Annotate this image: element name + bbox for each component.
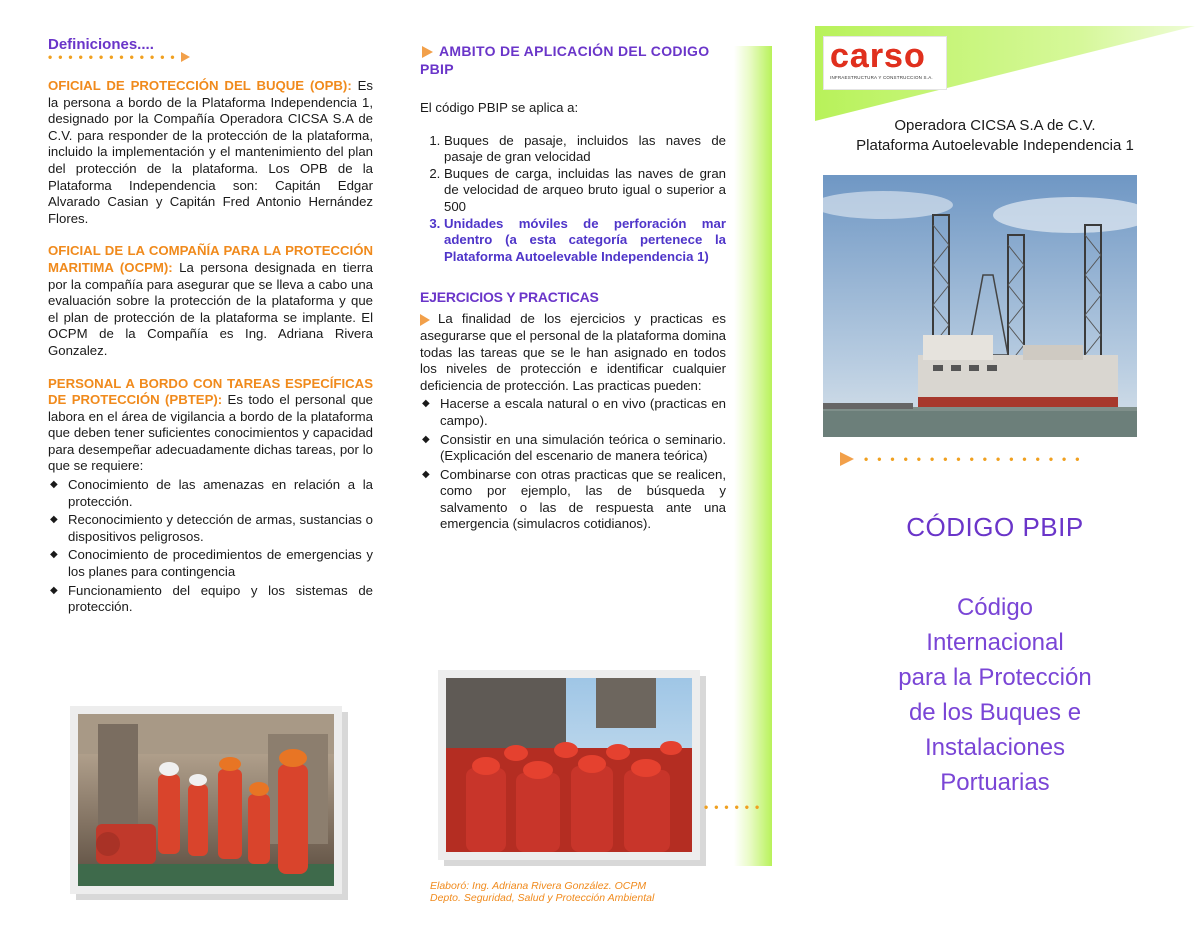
ocpm-paragraph xyxy=(48,243,373,359)
ambito-intro: El código PBIP se aplica a: xyxy=(420,100,579,115)
diamond-bullet-icon: ◆ xyxy=(422,468,430,480)
main-title: CÓDIGO PBIP xyxy=(906,512,1084,542)
diamond-bullet-icon: ◆ xyxy=(50,584,58,596)
subtitle-line: Internacional xyxy=(926,629,1064,656)
opb-paragraph xyxy=(48,78,373,227)
company-block xyxy=(815,116,1175,156)
definitions-heading xyxy=(48,36,373,64)
ocpm-lead: OFICIAL DE LA COMPAÑÍA PARA LA PROTECCIÓN MARITIMA (OCPM): xyxy=(48,243,373,275)
list-item: ◆ Consistir en una simulación teórica o seminario. (Explicación del escenario de manera teórica) xyxy=(422,431,726,464)
subtitle-line: de los Buques e xyxy=(908,699,1082,726)
connector-dots: •••••• xyxy=(704,800,766,814)
carso-logo xyxy=(823,36,947,90)
engine-room-photo xyxy=(78,714,334,886)
credit-line-1: Elaboró: Ing. Adriana Rivera González. OCPM xyxy=(430,880,647,892)
definitions-dots: ••••••••••••• xyxy=(48,48,190,66)
subtitle-line: Portuarias xyxy=(940,769,1050,796)
diamond-bullet-icon: ◆ xyxy=(422,398,430,410)
diamond-bullet-icon: ◆ xyxy=(50,479,58,491)
opb-lead: OFICIAL DE PROTECCIÓN DEL BUQUE (OPB): xyxy=(48,78,352,93)
platform-photo xyxy=(823,175,1137,437)
ambito-heading xyxy=(420,42,726,78)
list-item: ◆ Conocimiento de procedimientos de emergencias y los planes para contingencia xyxy=(50,547,373,580)
engine-room-photo-frame xyxy=(70,706,342,894)
credit-block xyxy=(430,880,730,904)
lime-divider-bar xyxy=(734,46,772,866)
pbtep-lead: PERSONAL A BORDO CON TAREAS ESPECÍFICAS DE PROTECCIÓN (PBTEP): xyxy=(48,375,373,408)
list-item: ◆ Hacerse a escala natural o en vivo (practicas en campo). xyxy=(422,396,726,428)
platform-name: Plataforma Autoelevable Independencia 1 xyxy=(856,137,1134,154)
triangle-icon xyxy=(840,452,854,466)
pbtep-text: Es todo el personal que labora en el área de vigilancia a bordo de la plataforma que deben tener suficientes conocimientos y capacidad para desempeñar adecuadamente dichas tareas, por lo que se requiere: xyxy=(48,392,373,474)
crew-photo xyxy=(446,678,692,852)
ambito-list xyxy=(420,133,726,266)
list-item: 1. Buques de pasaje, incluidos las naves de pasaje de gran velocidad xyxy=(444,133,726,166)
subtitle-line: para la Protección xyxy=(898,664,1092,691)
triangle-icon xyxy=(181,52,190,62)
opb-text: Es la persona a bordo de la Plataforma Independencia 1, designado por la Compañía Operadora CICSA S.A de C.V. para responder de la protección de la plataforma, incluido la implementación y el mantenimiento del plan del protección de la plataforma. Los OPB de la Plataforma Independencia son: Capitán Edgar Alvarado Casian y Capitán Fred Antonio Hernández Flores. xyxy=(48,78,373,226)
list-item: 2. Buques de carga, incluidas las naves de gran de velocidad de arqueo bruto igual o superior a 500 xyxy=(444,166,726,216)
carso-logo-subtitle: INFRAESTRUCTURA Y CONSTRUCCION S.A. xyxy=(830,75,933,80)
list-item: ◆ Reconocimiento y detección de armas, sustancias o dispositivos peligrosos. xyxy=(50,512,373,544)
company-name: Operadora CICSA S.A de C.V. xyxy=(894,117,1096,134)
list-item: ◆ Conocimiento de las amenazas en relación a la protección. xyxy=(50,477,373,509)
credit-line-2: Depto. Seguridad, Salud y Protección Ambiental xyxy=(430,892,655,904)
subtitle-block xyxy=(815,590,1175,800)
ejercicios-text: La finalidad de los ejercicios y practicas es asegurarse que el personal de la plataforma domina todas las tareas que se le han asignado en todos los niveles de protección e identificar cualquier deficiencia de protección. Las practicas pueden: xyxy=(420,311,726,393)
list-item: ◆ Funcionamiento del equipo y los sistemas de protección. xyxy=(50,582,373,615)
list-item: ◆ Combinarse con otras practicas que se realicen, como por ejemplo, las de búsqueda y salvamento o las de respuesta ante una emergencia (simulacros cotidianos). xyxy=(422,466,726,532)
crew-photo-frame xyxy=(438,670,700,860)
triangle-icon xyxy=(420,314,430,326)
ambito-title: AMBITO DE APLICACIÓN DEL CODIGO PBIP xyxy=(420,43,710,77)
photo-dots-divider: ••••••••••••••••• xyxy=(840,450,1140,468)
ejercicios-heading: EJERCICIOS Y PRACTICAS xyxy=(420,289,599,306)
diamond-bullet-icon: ◆ xyxy=(50,514,58,526)
middle-panel xyxy=(420,42,726,535)
subtitle-line: Código xyxy=(956,594,1034,621)
definitions-title: Definiciones.... xyxy=(48,36,154,53)
left-panel xyxy=(48,36,373,618)
ejercicios-paragraph xyxy=(420,311,726,394)
ejercicios-list xyxy=(420,396,726,533)
diamond-bullet-icon: ◆ xyxy=(422,433,430,445)
requirements-list xyxy=(48,477,373,616)
subtitle-line: Instalaciones xyxy=(924,734,1066,761)
list-item: 3. Unidades móviles de perforación mar adentro (a esta categoría pertenece la Plataforma Autoelevable Independencia 1) xyxy=(444,216,726,266)
carso-logo-text: carso xyxy=(830,37,926,75)
ocpm-text: La persona designada en tierra por la compañía para asegurar que se lleva a cabo una evaluación sobre la protección de la plataforma y que el plan de protección de la plataforma se implante. El OCPM de la Compañía es Ing. Adriana Rivera Gonzalez. xyxy=(48,259,373,358)
triangle-icon xyxy=(422,46,433,58)
diamond-bullet-icon: ◆ xyxy=(50,549,58,561)
pbtep-paragraph xyxy=(48,376,373,476)
